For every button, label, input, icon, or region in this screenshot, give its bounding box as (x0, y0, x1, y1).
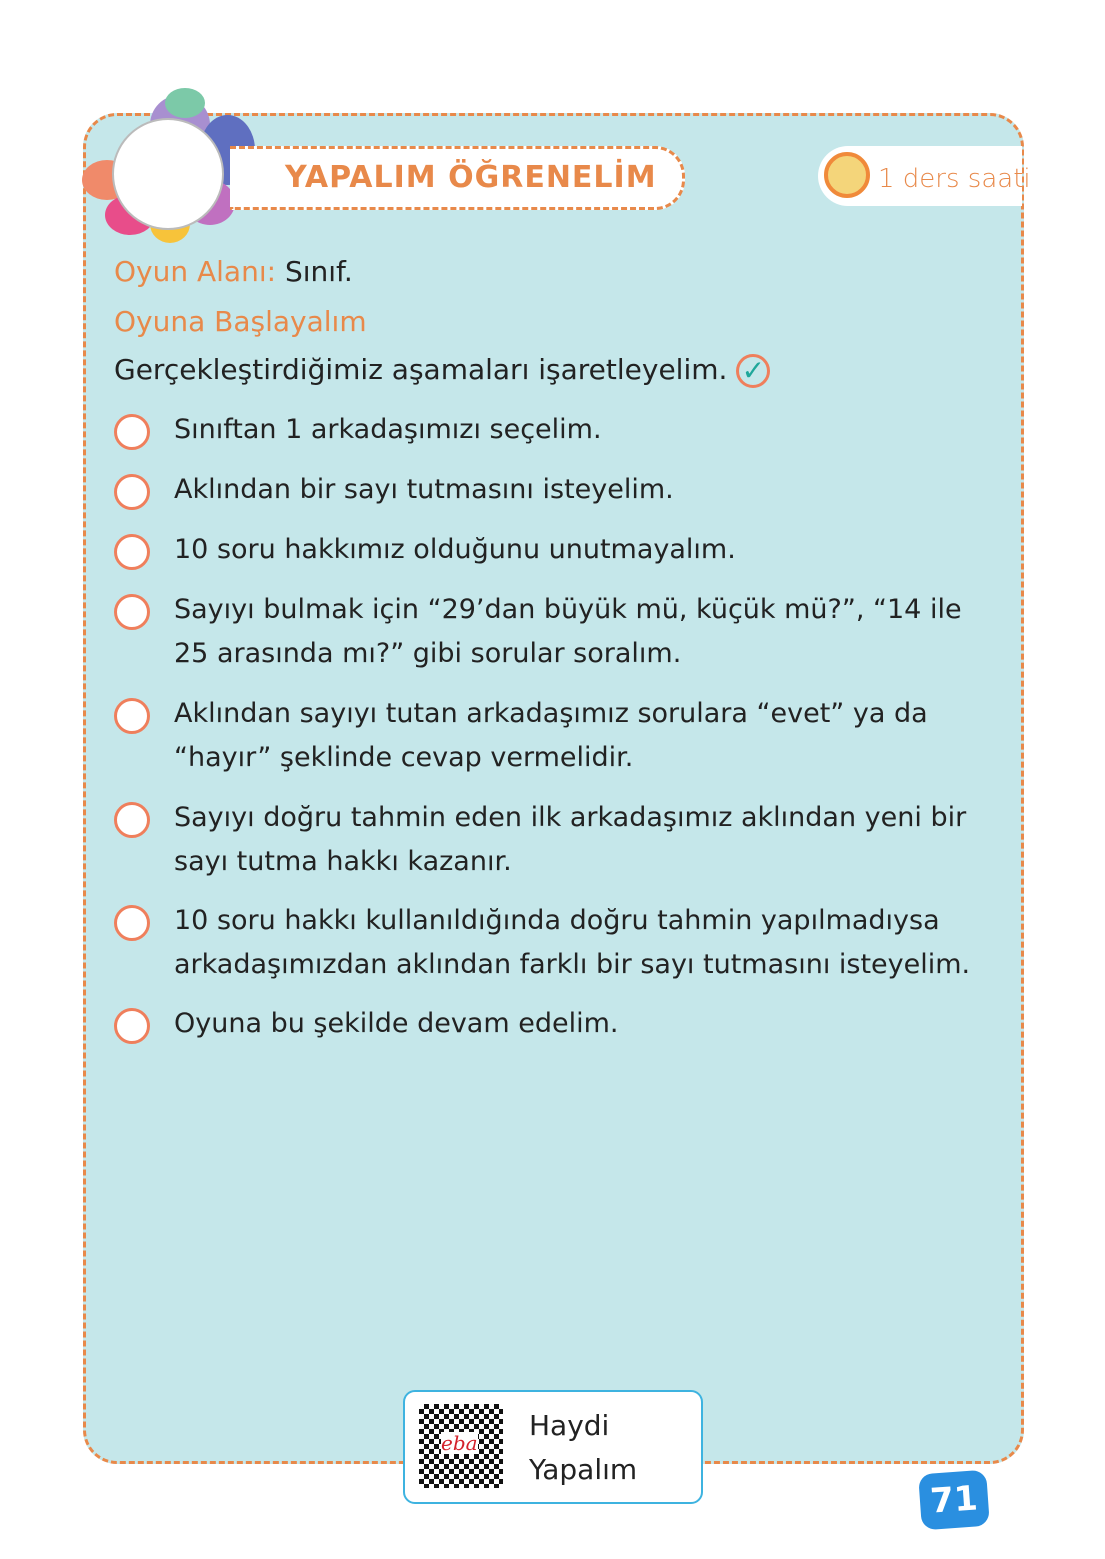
alarm-clock-icon (824, 152, 870, 198)
start-heading: Oyuna Başlayalım (114, 305, 367, 338)
step-text: Oyuna bu şekilde devam edelim. (174, 1008, 619, 1039)
checkbox-circle[interactable] (114, 1008, 150, 1044)
section-title: YAPALIM ÖĞRENELİM (285, 160, 657, 195)
duration-text: 1 ders saati (878, 164, 1031, 194)
qr-label-line2: Yapalım (529, 1453, 638, 1486)
step-item[interactable] (114, 1002, 994, 1046)
play-area (114, 250, 353, 294)
instruction-text: Gerçekleştirdiğimiz aşamaları işaretleyelim. (114, 353, 728, 386)
step-text: Sınıftan 1 arkadaşımızı seçelim. (174, 414, 602, 445)
checkbox-circle[interactable] (114, 474, 150, 510)
step-text: Aklından sayıyı tutan arkadaşımız sorulara “evet” ya da “hayır” şeklinde cevap vermelidir. (174, 698, 928, 773)
qr-code-icon[interactable] (419, 1404, 503, 1488)
step-item[interactable] (114, 899, 994, 987)
checkbox-circle[interactable] (114, 414, 150, 450)
step-item[interactable] (114, 468, 994, 512)
checkbox-circle[interactable] (114, 802, 150, 838)
checkbox-circle[interactable] (114, 905, 150, 941)
qr-box[interactable] (403, 1390, 703, 1504)
page-number: 71 (918, 1470, 990, 1531)
step-item[interactable] (114, 528, 994, 572)
step-item[interactable] (114, 408, 994, 452)
checkbox-circle[interactable] (114, 698, 150, 734)
play-area-label: Oyun Alanı: (114, 255, 277, 288)
step-text: Sayıyı bulmak için “29’dan büyük mü, küçük mü?”, “14 ile 25 arasında mı?” gibi sorular soralım. (174, 594, 962, 669)
step-item[interactable] (114, 796, 994, 884)
eba-logo: eba (441, 1431, 478, 1455)
qr-label (529, 1404, 637, 1492)
checkbox-circle[interactable] (114, 534, 150, 570)
step-text: Sayıyı doğru tahmin eden ilk arkadaşımız aklından yeni bir sayı tutma hakkı kazanır. (174, 802, 967, 877)
step-item[interactable] (114, 588, 994, 676)
step-text: Aklından bir sayı tutmasını isteyelim. (174, 474, 674, 505)
step-text: 10 soru hakkımız olduğunu unutmayalım. (174, 534, 736, 565)
instruction (114, 348, 770, 392)
play-area-value: Sınıf. (284, 255, 353, 288)
step-text: 10 soru hakkı kullanıldığında doğru tahmin yapılmadıysa arkadaşımızdan aklından farklı bir sayı tutmasını isteyelim. (174, 905, 971, 980)
step-item[interactable] (114, 692, 994, 780)
checkmark-icon: ✓ (736, 354, 770, 388)
checkbox-circle[interactable] (114, 594, 150, 630)
qr-label-line1: Haydi (529, 1409, 610, 1442)
